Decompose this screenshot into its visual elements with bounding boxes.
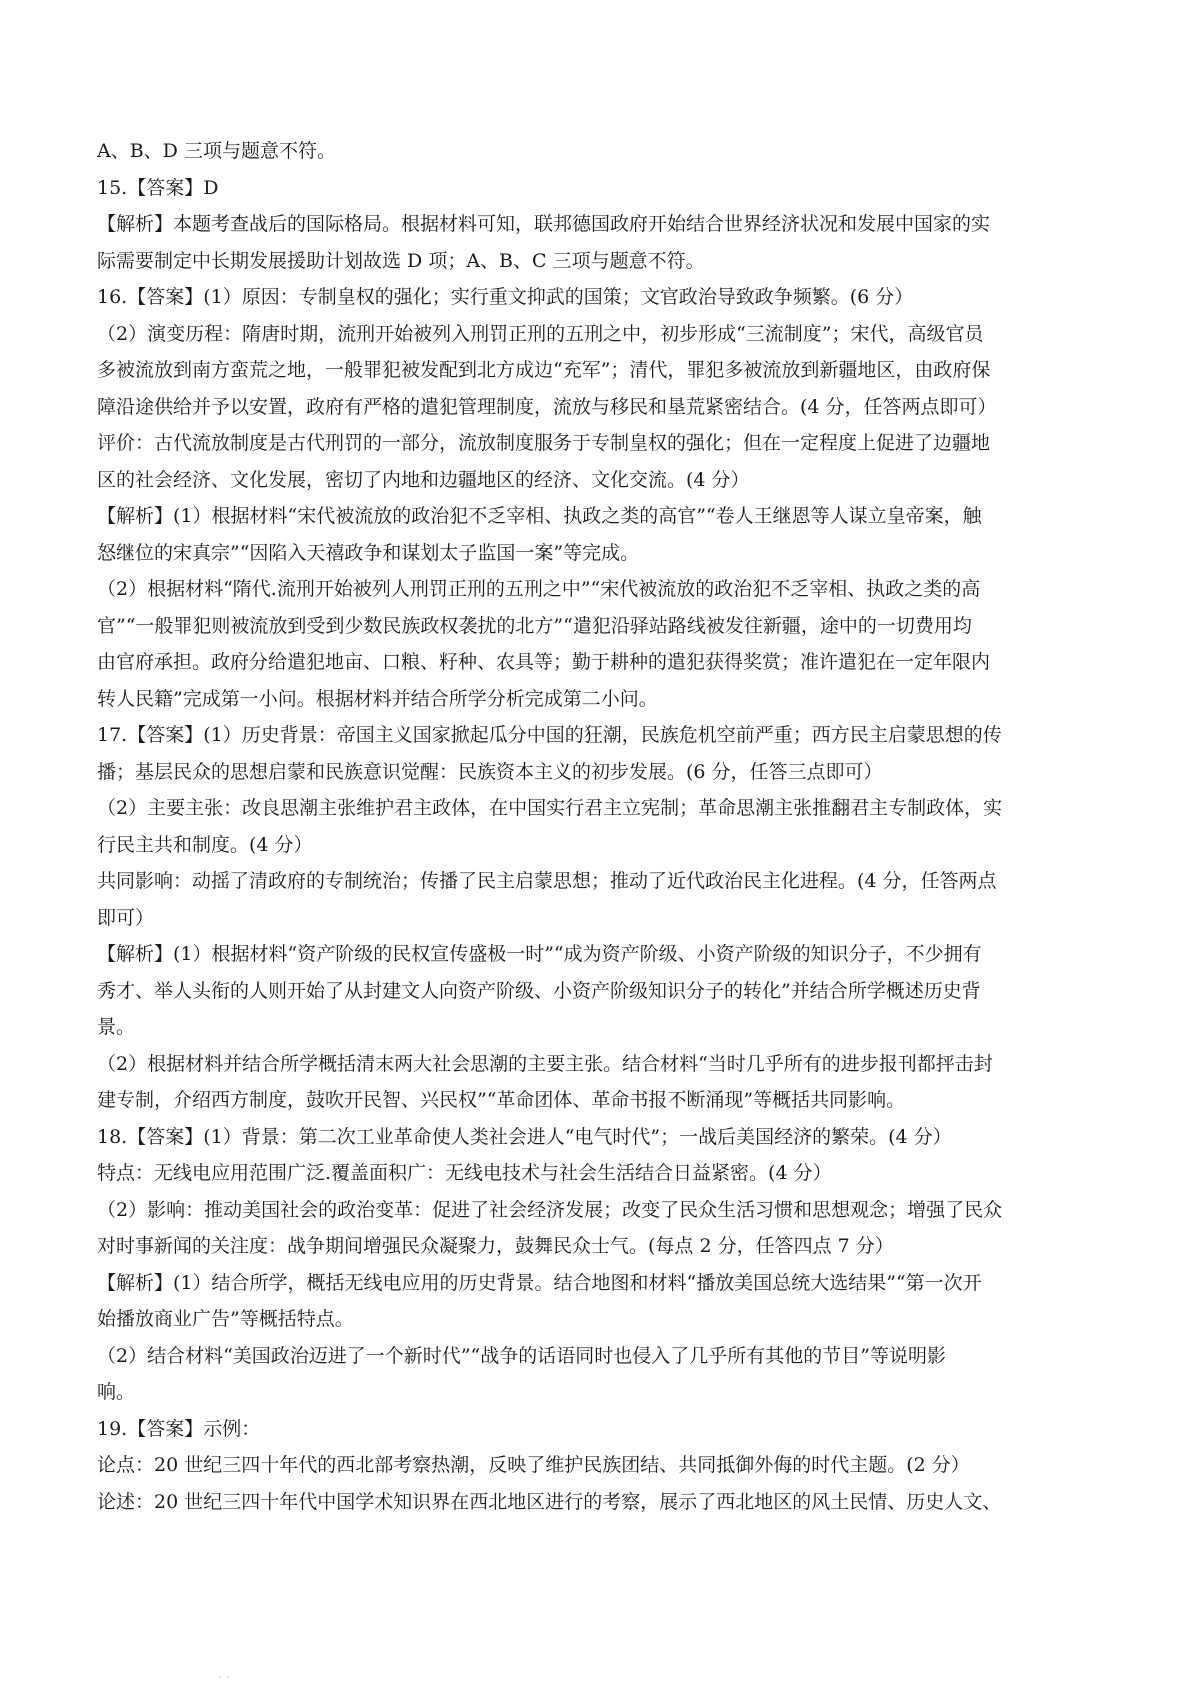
- text-line: （2）演变历程：隋唐时期，流刑开始被列入刑罚正刑的五刑之中，初步形成“三流制度”；宋代，高级官员: [97, 322, 984, 345]
- text-line: 15.【答案】D: [97, 176, 219, 199]
- text-line: A、B、D 三项与题意不符。: [97, 140, 336, 162]
- text-line: 响。: [97, 1381, 136, 1403]
- page-footer-mark: · ·: [218, 1670, 230, 1684]
- text-line: 行民主共和制度。(4 分）: [97, 833, 313, 856]
- text-line: 始播放商业广告”等概括特点。: [97, 1308, 354, 1330]
- text-line: 论述：20 世纪三四十年代中国学术知识界在西北地区进行的考察，展示了西北地区的风土民情、历史人文、: [97, 1490, 1002, 1513]
- text-line: 评价：古代流放制度是古代刑罚的一部分，流放制度服务于专制皇权的强化；但在一定程度上促进了边疆地: [97, 432, 991, 454]
- text-line: 怒继位的宋真宗”“因陷入天禧政争和谋划太子监国一案”等完成。: [97, 541, 640, 564]
- text-line: （2）结合材料“美国政治迈进了一个新时代”“战争的话语同时也侵入了几乎所有其他的节目”等说明影: [97, 1344, 946, 1367]
- text-line: 秀才、举人头衔的人则开始了从封建文人向资产阶级、小资产阶级知识分子的转化”并结合所学概述历史背: [97, 979, 981, 1002]
- text-line: 对时事新闻的关注度：战争期间增强民众凝聚力，鼓舞民众士气。(每点 2 分，任答四点 7 分）: [97, 1235, 894, 1257]
- text-line: 建专制，介绍西方制度，鼓吹开民智、兴民权”“革命团体、革命书报不断涌现”等概括共同影响。: [97, 1089, 906, 1111]
- text-line: 【解析】(1）根据材料“资产阶级的民权宣传盛极一时”“成为资产阶级、小资产阶级的知识分子，不少拥有: [97, 943, 982, 965]
- text-line: 18.【答案】(1）背景：第二次工业革命使人类社会进人“电气时代”；一战后美国经济的繁荣。(4 分）: [97, 1125, 952, 1148]
- text-line: 论点：20 世纪三四十年代的西北部考察热潮，反映了维护民族团结、共同抵御外侮的时代主题。(2 分）: [97, 1454, 970, 1476]
- text-line: 际需要制定中长期发展援助计划故选 D 项；A、B、C 三项与题意不符。: [97, 249, 705, 272]
- text-line: 即可）: [97, 906, 155, 929]
- text-line: （2）根据材料并结合所学概括清末两大社会思潮的主要主张。结合材料“当时几乎所有的进步报刊都抨击封: [97, 1052, 993, 1075]
- text-line: 区的社会经济、文化发展，密切了内地和边疆地区的经济、文化交流。(4 分）: [97, 468, 750, 491]
- text-line: 特点：无线电应用范围广泛.覆盖面积广：无线电技术与社会生活结合日益紧密。(4 分）: [97, 1162, 832, 1184]
- text-line: 转人民籍”完成第一小问。根据材料并结合所学分析完成第二小问。: [97, 687, 658, 710]
- text-line: 由官府承担。政府分给遣犯地亩、口粮、籽种、农具等；勤于耕种的遣犯获得奖赏；准许遣犯在一定年限内: [97, 651, 991, 673]
- text-line: 16.【答案】(1）原因：专制皇权的强化；实行重文抑武的国策；文官政治导致政争频繁。(6 分）: [97, 286, 914, 308]
- text-line: 【解析】(1）结合所学，概括无线电应用的历史背景。结合地图和材料“播放美国总统大选结果”“第一次开: [97, 1271, 982, 1294]
- text-line: 播；基层民众的思想启蒙和民族意识觉醒：民族资本主义的初步发展。(6 分，任答三点即可）: [97, 760, 883, 783]
- text-line: 障沿途供给并予以安置，政府有严格的遣犯管理制度，流放与移民和垦荒紧密结合。(4 分，任答两点即可）: [97, 395, 997, 418]
- text-line: （2）影响：推动美国社会的政治变革：促进了社会经济发展；改变了民众生活习惯和思想观念；增强了民众: [97, 1198, 1003, 1221]
- text-line: 17.【答案】(1）历史背景：帝国主义国家掀起瓜分中国的狂潮，民族危机空前严重；西方民主启蒙思想的传: [97, 724, 1002, 746]
- text-line: 【解析】本题考查战后的国际格局。根据材料可知，联邦德国政府开始结合世界经济状况和发展中国家的实: [97, 213, 991, 235]
- text-line: 官”“一般罪犯则被流放到受到少数民族政权袭扰的北方”“遣犯沿驿站路线被发往新疆，途中的一切费用均: [97, 614, 972, 637]
- text-line: 19.【答案】示例：: [97, 1417, 261, 1440]
- document-body: [97, 133, 1107, 1520]
- text-line: （2）根据材料“隋代.流刑开始被列人刑罚正刑的五刑之中”“宋代被流放的政治犯不乏宰相、执政之类的高: [97, 578, 981, 600]
- text-line: 景。: [97, 1016, 136, 1038]
- text-line: （2）主要主张：改良思潮主张维护君主政体，在中国实行君主立宪制；革命思潮主张推翻君主专制政体，实: [97, 797, 1003, 819]
- text-line: 多被流放到南方蛮荒之地，一般罪犯被发配到北方成边“充军”；清代，罪犯多被流放到新疆地区，由政府保: [97, 359, 991, 381]
- text-line: 共同影响：动摇了清政府的专制统治；传播了民主启蒙思想；推动了近代政治民主化进程。(4 分，任答两点: [97, 870, 997, 892]
- text-line: 【解析】(1）根据材料“宋代被流放的政治犯不乏宰相、执政之类的高官”“卷人王继恩等人谋立皇帝案，触: [97, 505, 982, 527]
